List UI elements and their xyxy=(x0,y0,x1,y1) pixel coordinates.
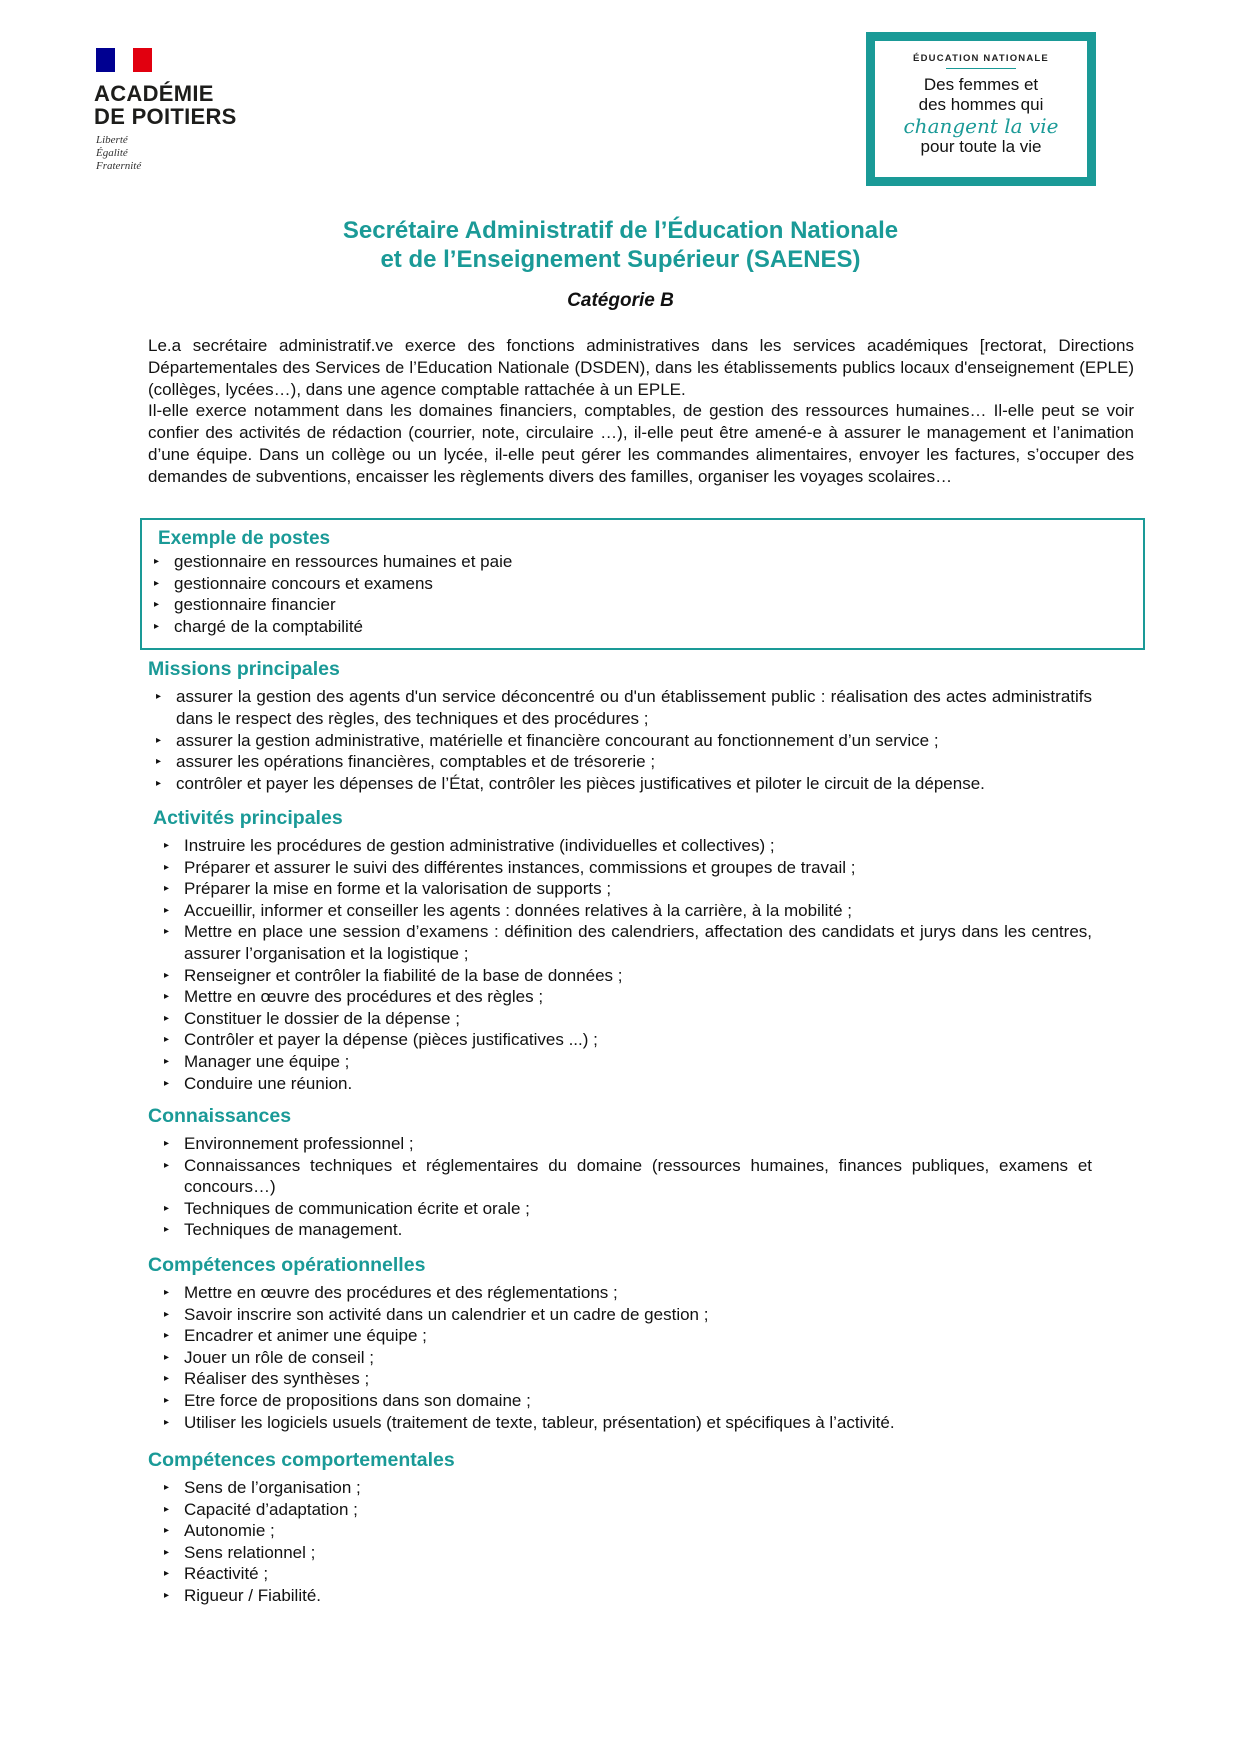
list-item: ▸ contrôler et payer les dépenses de l’État, contrôler les pièces justificatives et piloter le circuit de la dépense. xyxy=(148,773,1092,795)
list-item: ▸ Encadrer et animer une équipe ; xyxy=(156,1325,1092,1347)
list-item: ▸ Renseigner et contrôler la fiabilité de la base de données ; xyxy=(156,965,1092,987)
postes-box xyxy=(140,518,1145,650)
marianne-flag-icon xyxy=(96,48,152,72)
list-item: ▸ assurer la gestion des agents d'un service déconcentré ou d'un établissement public : réalisation des actes administratifs dans le respect des règles, des techniques et des procédures ; xyxy=(148,686,1092,730)
list-item: ▸ Contrôler et payer la dépense (pièces justificatives ...) ; xyxy=(156,1029,1092,1051)
postes-list xyxy=(146,551,1106,637)
list-item: ▸ Mettre en place une session d’examens : définition des calendriers, affectation des candidats et jurys dans les centres, assurer l’organisation et la logistique ; xyxy=(156,921,1092,964)
competences-op-list xyxy=(156,1282,1092,1433)
list-item: ▸ Connaissances techniques et réglementaires du domaine (ressources humaines, finances publiques, examens et concours…) xyxy=(156,1155,1092,1198)
categorie-label: Catégorie B xyxy=(567,290,674,311)
page-title: Secrétaire Administratif de l’Éducation Nationale et de l’Enseignement Supérieur (SAENES) xyxy=(342,217,899,273)
list-item: ▸ assurer les opérations financières, comptables et de trésorerie ; xyxy=(148,751,1092,773)
intro-paragraph: Le.a secrétaire administratif.ve exerce des fonctions administratives dans les services académiques [rectorat, Directions Départementales des Services de l’Education Nationale (DSDEN), dans les établissements publics locaux d'enseignement (EPLE) (collèges, lycées…), dans une agence comptable rattachée à un EPLE. xyxy=(148,336,1134,399)
activites-heading: Activités principales xyxy=(153,807,343,829)
list-item: ▸ Autonomie ; xyxy=(156,1520,1092,1542)
list-item: ▸ Conduire une réunion. xyxy=(156,1073,1092,1095)
list-item: ▸ Environnement professionnel ; xyxy=(156,1133,1092,1155)
list-item: ▸ gestionnaire en ressources humaines et paie xyxy=(146,551,1106,573)
list-item: ▸ Mettre en œuvre des procédures et des réglementations ; xyxy=(156,1282,1092,1304)
list-item: ▸ Réaliser des synthèses ; xyxy=(156,1368,1092,1390)
logo-text-script: changent la vie xyxy=(903,114,1059,138)
list-item: ▸ Préparer la mise en forme et la valorisation de supports ; xyxy=(156,878,1092,900)
connaissances-list xyxy=(156,1133,1092,1241)
list-item: ▸ Mettre en œuvre des procédures et des règles ; xyxy=(156,986,1092,1008)
competences-comp-heading: Compétences comportementales xyxy=(148,1449,455,1471)
list-item: ▸ Préparer et assurer le suivi des différentes instances, commissions et groupes de travail ; xyxy=(156,857,1092,879)
missions-heading: Missions principales xyxy=(148,658,340,680)
postes-heading: Exemple de postes xyxy=(158,528,331,549)
logo-line-2: DE POITIERS xyxy=(94,104,237,129)
intro-text xyxy=(148,335,1134,488)
education-nationale-logo xyxy=(866,32,1096,186)
list-item: ▸ Constituer le dossier de la dépense ; xyxy=(156,1008,1092,1030)
list-item: ▸ Savoir inscrire son activité dans un calendrier et un cadre de gestion ; xyxy=(156,1304,1092,1326)
connaissances-heading: Connaissances xyxy=(148,1105,292,1127)
list-item: ▸ gestionnaire concours et examens xyxy=(146,573,1106,595)
list-item: ▸ Utiliser les logiciels usuels (traitement de texte, tableur, présentation) et spécifiques à l’activité. xyxy=(156,1412,1092,1434)
list-item: ▸ Techniques de management. xyxy=(156,1219,1092,1241)
logo-line-1: ACADÉMIE xyxy=(94,81,214,106)
list-item: ▸ Instruire les procédures de gestion administrative (individuelles et collectives) ; xyxy=(156,835,1092,857)
list-item: ▸ Accueillir, informer et conseiller les agents : données relatives à la carrière, à la mobilité ; xyxy=(156,900,1092,922)
logo-text-line1: Des femmes et xyxy=(923,75,1039,94)
activites-list xyxy=(156,835,1092,1094)
list-item: ▸ Sens de l’organisation ; xyxy=(156,1477,1092,1499)
list-item: ▸ assurer la gestion administrative, matérielle et financière concourant au fonctionnement d’un service ; xyxy=(148,730,1092,752)
intro-paragraph: Il-elle exerce notamment dans les domaines financiers, comptables, de gestion des ressources humaines… Il-elle peut se voir confier des activités de rédaction (courrier, note, circulaire …), il-elle peut être amené-e à assurer le management et l’animation d’une équipe. Dans un collège ou un lycée, il-elle peut gérer les commandes alimentaires, envoyer les factures, s’occuper des demandes de subventions, encaisser les règlements divers des familles, organiser les voyages scolaires… xyxy=(148,401,1134,486)
list-item: ▸ Jouer un rôle de conseil ; xyxy=(156,1347,1092,1369)
competences-op-heading: Compétences opérationnelles xyxy=(148,1254,426,1276)
missions-list xyxy=(148,686,1092,795)
logo-text-line4: pour toute la vie xyxy=(920,137,1042,156)
list-item: ▸ Techniques de communication écrite et orale ; xyxy=(156,1198,1092,1220)
logo-motto: Liberté Égalité Fraternité xyxy=(96,134,142,172)
list-item: ▸ Capacité d’adaptation ; xyxy=(156,1499,1092,1521)
list-item: ▸ Manager une équipe ; xyxy=(156,1051,1092,1073)
logo-top-text: ÉDUCATION NATIONALE xyxy=(913,53,1049,64)
logo-text-line2: des hommes qui xyxy=(918,95,1044,114)
list-item: ▸ gestionnaire financier xyxy=(146,594,1106,616)
competences-comp-list xyxy=(156,1477,1092,1607)
list-item: ▸ Rigueur / Fiabilité. xyxy=(156,1585,1092,1607)
list-item: ▸ Sens relationnel ; xyxy=(156,1542,1092,1564)
list-item: ▸ chargé de la comptabilité xyxy=(146,616,1106,638)
list-item: ▸ Etre force de propositions dans son domaine ; xyxy=(156,1390,1092,1412)
academie-logo xyxy=(70,48,250,198)
list-item: ▸ Réactivité ; xyxy=(156,1563,1092,1585)
logo-divider xyxy=(946,68,1016,69)
